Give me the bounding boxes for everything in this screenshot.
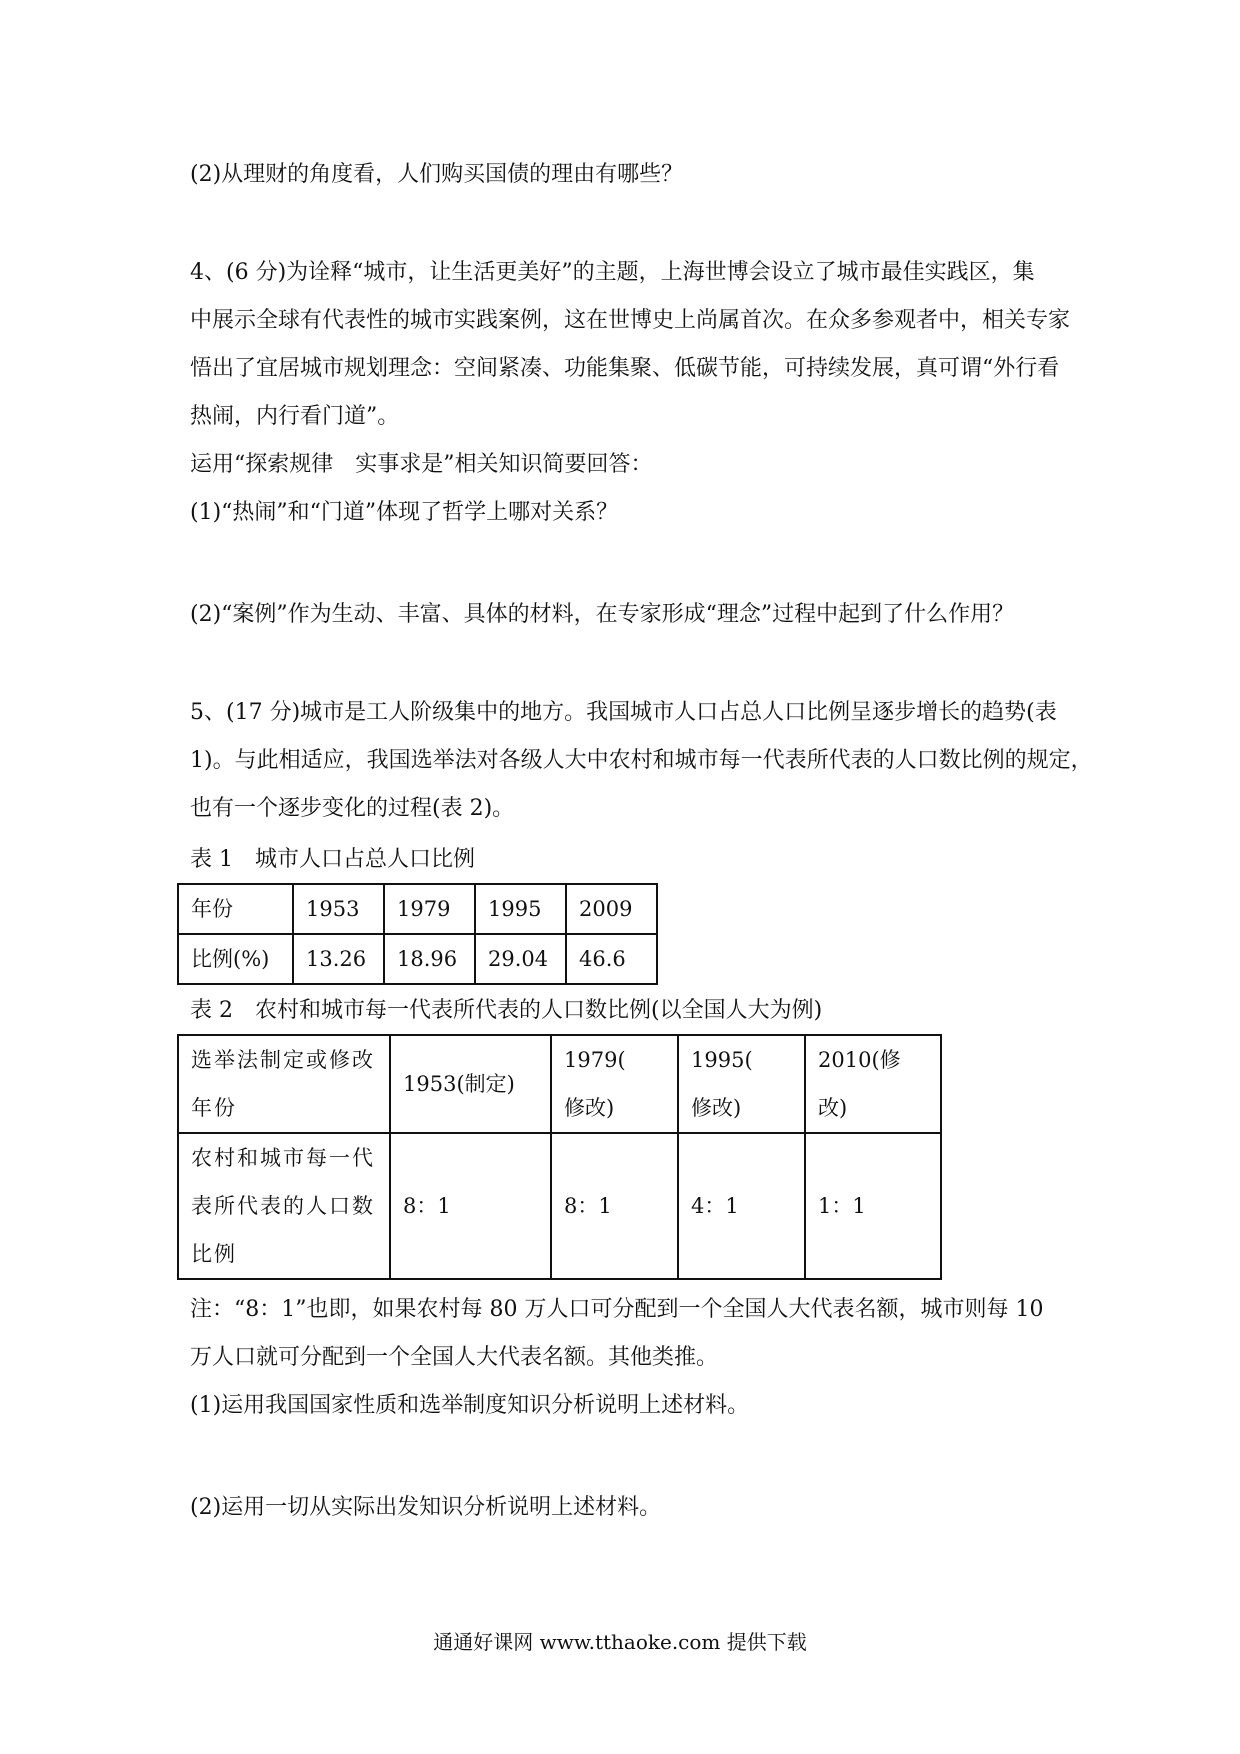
- note-line-2: 万人口就可分配到一个全国人大代表名额。其他类推。: [190, 1345, 719, 1370]
- table-cell: 8：1: [551, 1133, 678, 1279]
- q5-line-3: 也有一个逐步变化的过程(表 2)。: [190, 796, 515, 821]
- table-row: [178, 934, 657, 984]
- q4-line-4: 热闹，内行看门道”。: [190, 404, 400, 429]
- table-cell: 8：1: [390, 1133, 551, 1279]
- table-cell: 年份: [178, 884, 293, 934]
- table-cell: 1953(制定): [390, 1035, 551, 1133]
- table-cell: 1979: [384, 884, 475, 934]
- q5-line-2: 1)。与此相适应，我国选举法对各级人大中农村和城市每一代表所代表的人口数比例的规定，: [190, 748, 1093, 773]
- table-row: [178, 1035, 941, 1133]
- table-cell: 选举法制定或修改年份: [178, 1035, 390, 1133]
- q4-line-3: 悟出了宜居城市规划理念：空间紧凑、功能集聚、低碳节能，可持续发展，真可谓“外行看: [190, 356, 1060, 381]
- table2-caption: 表 2 农村和城市每一代表所代表的人口数比例(以全国人大为例): [190, 998, 823, 1023]
- q4-line-5: 运用“探索规律 实事求是”相关知识简要回答：: [190, 452, 653, 477]
- q5-sub1: (1)运用我国国家性质和选举制度知识分析说明上述材料。: [190, 1393, 750, 1418]
- q4-line-2: 中展示全球有代表性的城市实践案例，这在世博史上尚属首次。在众多参观者中，相关专家: [190, 308, 1071, 333]
- page-footer: 通通好课网 www.tthaoke.com 提供下载: [433, 1630, 807, 1654]
- note-line-1: 注：“8：1”也即，如果农村每 80 万人口可分配到一个全国人大代表名额，城市则每 10: [190, 1297, 1044, 1322]
- table-cell: 2010(修改): [805, 1035, 941, 1133]
- table-cell: 4：1: [678, 1133, 805, 1279]
- q3-sub2: (2)从理财的角度看，人们购买国债的理由有哪些？: [190, 162, 684, 187]
- table-cell: 29.04: [475, 934, 566, 984]
- table-row: [178, 884, 657, 934]
- table-cell: 18.96: [384, 934, 475, 984]
- table-cell: 1995( 修改): [678, 1035, 805, 1133]
- q5-line-1: 5、(17 分)城市是工人阶级集中的地方。我国城市人口占总人口比例呈逐步增长的趋势(表: [190, 700, 1057, 725]
- q4-sub1: (1)“热闹”和“门道”体现了哲学上哪对关系？: [190, 500, 619, 525]
- table-cell: 1995: [475, 884, 566, 934]
- table-cell: 1：1: [805, 1133, 941, 1279]
- table1-caption: 表 1 城市人口占总人口比例: [190, 847, 475, 872]
- table-cell: 1953: [293, 884, 384, 934]
- table-cell: 46.6: [566, 934, 657, 984]
- table-cell: 农村和城市每一代表所代表的人口数比例: [178, 1133, 390, 1279]
- table-cell: 13.26: [293, 934, 384, 984]
- table-row: [178, 1133, 941, 1279]
- q5-sub2: (2)运用一切从实际出发知识分析说明上述材料。: [190, 1495, 662, 1520]
- table-2: [177, 1034, 942, 1280]
- q4-sub2: (2)“案例”作为生动、丰富、具体的材料，在专家形成“理念”过程中起到了什么作用？: [190, 602, 1015, 627]
- q4-line-1: 4、(6 分)为诠释“城市，让生活更美好”的主题，上海世博会设立了城市最佳实践区，集: [190, 260, 1035, 285]
- table-cell: 比例(%): [178, 934, 293, 984]
- table-cell: 1979( 修改): [551, 1035, 678, 1133]
- table-1: [177, 883, 658, 985]
- table-cell: 2009: [566, 884, 657, 934]
